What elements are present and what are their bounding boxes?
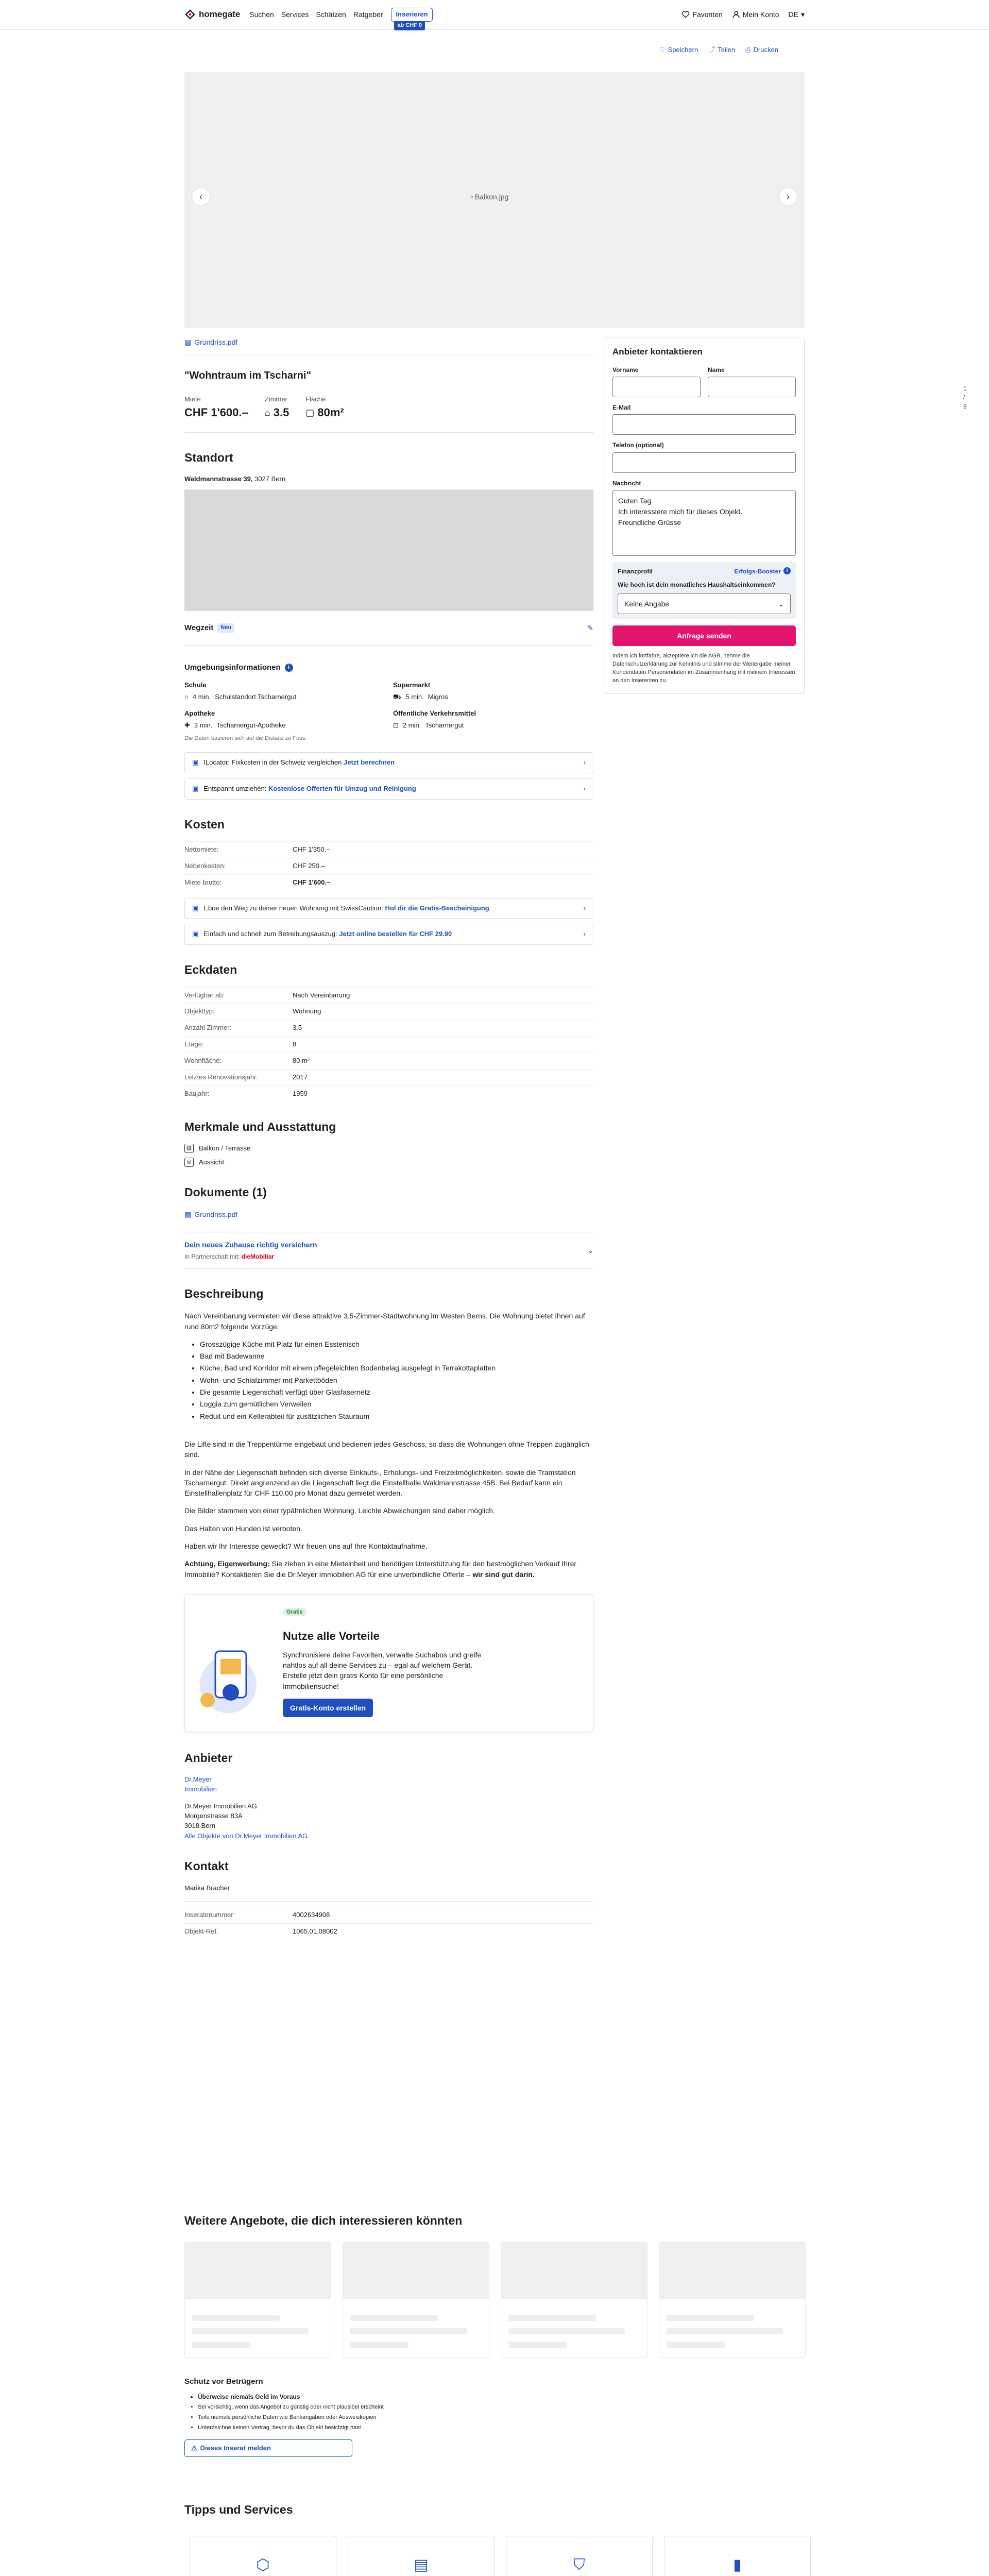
nav-item[interactable]: Ratgeber bbox=[353, 10, 383, 19]
gallery-image bbox=[470, 192, 508, 202]
table-row bbox=[184, 1036, 593, 1053]
place-name: Tscharnergut-Apotheke bbox=[216, 721, 286, 730]
edit-icon[interactable]: ✎ bbox=[587, 623, 593, 632]
row-key: Inseratenummer bbox=[184, 1911, 233, 1919]
insurance-teaser[interactable] bbox=[184, 1240, 593, 1261]
account-link[interactable] bbox=[732, 9, 779, 20]
text-placeholder bbox=[192, 2315, 280, 2321]
share-icon: ⤴ bbox=[708, 46, 715, 54]
gallery-counter: 1 / 9 bbox=[963, 385, 967, 410]
promo-illustration bbox=[192, 1631, 275, 1718]
insert-price-badge: ab CHF 0 bbox=[394, 21, 425, 30]
fraud-tip: • Sei vorsichtig, wenn das Angebot zu günstig oder nicht plausibel erscheint bbox=[198, 2403, 493, 2412]
table-row bbox=[184, 874, 593, 891]
main-content bbox=[184, 335, 593, 1940]
language-select[interactable] bbox=[789, 9, 805, 20]
insert-button[interactable] bbox=[391, 8, 432, 29]
listing-card-placeholder[interactable] bbox=[659, 2242, 806, 2358]
school-icon: ⌂ bbox=[184, 692, 189, 701]
description-bullets bbox=[200, 1339, 593, 1421]
listing-card-placeholder[interactable] bbox=[343, 2242, 489, 2358]
list-item: • Grosszügige Küche mit Platz für einen Esstenisch bbox=[200, 1339, 593, 1349]
tile-text: Einfach und schnell zum Betreibungsauszug: bbox=[203, 930, 337, 938]
first-name-input[interactable] bbox=[612, 377, 701, 397]
surrounding-category: Supermarkt bbox=[393, 681, 431, 689]
tile-text: Ebne den Weg zu deiner neuen Wohnung mit SwissCaution: bbox=[203, 904, 383, 912]
chevron-right-icon: › bbox=[583, 930, 586, 938]
card-image-placeholder bbox=[343, 2243, 489, 2299]
table-row bbox=[184, 1020, 593, 1036]
surroundings-note: Die Daten basieren sich auf die Distanz zu Fuss. bbox=[184, 735, 307, 742]
card-image-placeholder bbox=[185, 2243, 331, 2299]
phone-label: Telefon (optional) bbox=[612, 442, 664, 449]
text-placeholder bbox=[192, 2342, 250, 2348]
walk-time: 4 min. bbox=[192, 692, 211, 701]
info-icon[interactable]: i bbox=[783, 567, 791, 574]
gallery-next-button[interactable] bbox=[779, 188, 797, 206]
tip-card[interactable] bbox=[664, 2536, 811, 2576]
list-item: • Loggia zum gemütlichen Verweilen bbox=[200, 1399, 593, 1409]
document-icon: ▤ bbox=[414, 2556, 429, 2573]
address-city: 3027 Bern bbox=[254, 475, 286, 483]
heart-icon: ♡ bbox=[659, 46, 666, 54]
feature-item bbox=[184, 1158, 593, 1167]
contact-heading: Kontakt bbox=[184, 1859, 229, 1873]
income-select-value: Keine Angabe bbox=[624, 599, 670, 608]
chevron-right-icon: › bbox=[787, 191, 790, 202]
row-key: Objekt-Ref. bbox=[184, 1927, 218, 1936]
tip-card[interactable] bbox=[506, 2536, 653, 2576]
bus-icon: ⊡ bbox=[393, 721, 399, 730]
text-placeholder bbox=[350, 2315, 438, 2321]
row-key: Anzahl Zimmer: bbox=[184, 1024, 232, 1032]
walk-time: 2 min. bbox=[402, 721, 421, 730]
service-tile[interactable] bbox=[184, 924, 593, 945]
table-row bbox=[184, 1086, 593, 1102]
cart-icon: ⛟ bbox=[393, 692, 402, 701]
list-item: • Wohn- und Schlafzimmer mit Parkettböden bbox=[200, 1375, 593, 1385]
share-label: Teilen bbox=[718, 46, 736, 54]
text-placeholder bbox=[508, 2315, 596, 2321]
description-ad bbox=[184, 1558, 593, 1580]
homegate-logo-icon bbox=[184, 9, 196, 20]
surroundings-grid bbox=[184, 681, 593, 731]
place-name: Migros bbox=[428, 692, 448, 701]
text-placeholder bbox=[667, 2315, 754, 2321]
row-value: 2017 bbox=[293, 1073, 308, 1081]
success-booster-link[interactable]: Erfolgs-Booster bbox=[734, 568, 781, 575]
chevron-down-icon: ⌄ bbox=[587, 1246, 593, 1255]
area-icon: ▢ bbox=[305, 408, 315, 418]
rent-value: CHF 1'600.– bbox=[184, 406, 248, 419]
row-value: 80 m² bbox=[293, 1057, 310, 1064]
floorplan-label: Grundriss.pdf bbox=[194, 338, 238, 346]
card-image-placeholder bbox=[501, 2243, 647, 2299]
ad-label: Achtung, Eigenwerbung: bbox=[184, 1560, 270, 1568]
last-name-input[interactable] bbox=[708, 377, 796, 397]
description-p2: In der Nähe der Liegenschaft befinden sich diverse Einkaufs-, Erholungs- und Freizeitmöglichkeiten, sowie die Tramstation Tscharnergut. Direkt angrenzend an die Liegenschaft liegt die Einstellhalle Waldmannstrasse 45B. Bei Bedarf kann ein Einstellhallenplatz für CHF 110.00 pro Monat dazu gemietet werden. bbox=[184, 1468, 576, 1498]
map-icon: ▮ bbox=[733, 2556, 742, 2573]
account-label: Mein Konto bbox=[742, 10, 779, 19]
features-heading: Merkmale und Ausstattung bbox=[184, 1120, 336, 1133]
surrounding-item bbox=[184, 681, 393, 702]
heart-icon bbox=[681, 10, 690, 19]
box-icon: ⬡ bbox=[256, 2556, 270, 2573]
tile-link: Kostenlose Offerten für Umzug und Reinigung bbox=[268, 784, 416, 792]
income-select[interactable] bbox=[618, 594, 791, 614]
chevron-right-icon: › bbox=[583, 904, 586, 912]
row-value: Nach Vereinbarung bbox=[293, 991, 350, 999]
feature-label: Aussicht bbox=[199, 1158, 225, 1166]
description-p5: Haben wir Ihr Interesse geweckt? Wir freuen uns auf Ihre Kontaktaufnahme. bbox=[184, 1541, 428, 1550]
place-name: Tscharnergut bbox=[425, 721, 464, 730]
address-street: Waldmannstrasse 39, bbox=[184, 475, 253, 483]
provider-address-line: Morgenstrasse 83A bbox=[184, 1811, 243, 1820]
tip-card[interactable] bbox=[348, 2536, 494, 2576]
table-row bbox=[184, 841, 593, 858]
phone-input[interactable] bbox=[612, 452, 796, 473]
image-alt-text: Balkon.jpg bbox=[474, 193, 509, 201]
provider-logo[interactable]: Dr.Meyer Immobilien bbox=[184, 1775, 217, 1793]
row-value: 8 bbox=[293, 1040, 297, 1048]
tip-card[interactable] bbox=[190, 2536, 336, 2576]
row-key: Nettomiete: bbox=[184, 845, 219, 854]
key-facts bbox=[184, 395, 593, 421]
row-value: 3.5 bbox=[293, 1024, 302, 1032]
row-key: Verfügbar ab: bbox=[184, 991, 225, 999]
features-list bbox=[184, 1144, 593, 1167]
insert-label: Inserieren bbox=[391, 8, 432, 22]
message-line: Ich interessiere mich für dieses Objekt. bbox=[618, 507, 743, 516]
place-name: Schulstandort Tscharnergut bbox=[215, 692, 297, 701]
row-key: Letztes Renovationsjahr: bbox=[184, 1073, 259, 1081]
document-link[interactable] bbox=[184, 1209, 593, 1219]
promo-card bbox=[184, 1594, 593, 1732]
chevron-right-icon: › bbox=[583, 784, 586, 792]
fraud-heading: Schutz vor Betrügern bbox=[184, 2377, 263, 2386]
provider-address-line: 3018 Bern bbox=[184, 1821, 215, 1829]
message-textarea[interactable] bbox=[612, 490, 796, 556]
income-question: Wie hoch ist dein monatliches Haushaltseinkommen? bbox=[618, 581, 776, 588]
details-heading: Eckdaten bbox=[184, 963, 237, 977]
pharmacy-icon: ✚ bbox=[184, 721, 190, 730]
user-icon bbox=[732, 10, 740, 19]
row-key: Miete brutto: bbox=[184, 878, 222, 886]
fraud-lead: • Überweise niemals Geld im Voraus bbox=[198, 2393, 493, 2401]
surrounding-category: Apotheke bbox=[184, 709, 215, 718]
fraud-tips bbox=[198, 2393, 493, 2432]
contact-name: Marika Bracher bbox=[184, 1884, 230, 1892]
area-label: Fläche bbox=[305, 395, 326, 403]
description-p4: Das Halten von Hunden ist verboten. bbox=[184, 1524, 302, 1533]
favorites-label: Favoriten bbox=[692, 10, 723, 19]
listing-title: "Wohntraum im Tscharni" bbox=[184, 370, 312, 382]
view-icon: ◎ bbox=[184, 1158, 194, 1167]
feature-label: Balkon / Terrasse bbox=[199, 1144, 251, 1152]
text-placeholder bbox=[508, 2342, 567, 2348]
more-offers-heading: Weitere Angebote, die dich interessieren könnten bbox=[184, 2214, 463, 2227]
nav-item[interactable]: Schätzen bbox=[316, 10, 346, 19]
walk-time: 3 min. bbox=[194, 721, 213, 730]
text-placeholder bbox=[667, 2342, 725, 2348]
row-value: 1959 bbox=[293, 1089, 308, 1097]
tile-link: Jetzt online bestellen für CHF 29.90 bbox=[339, 930, 452, 938]
language-label: DE bbox=[788, 10, 798, 19]
new-badge: Neu bbox=[217, 623, 234, 633]
listing-card-placeholder[interactable] bbox=[184, 2242, 331, 2358]
chevron-down-icon: ⌄ bbox=[778, 599, 784, 608]
description-p3: Die Bilder stammen von einer typähnlichen Wohnung. Leichte Abweichungen sind daher möglich. bbox=[184, 1506, 495, 1515]
row-value: 1065.01.08002 bbox=[293, 1927, 337, 1936]
last-name-label: Name bbox=[708, 366, 725, 374]
list-item: • Bad mit Badewanne bbox=[200, 1351, 593, 1361]
contact-table bbox=[184, 1907, 593, 1940]
document-icon: ▣ bbox=[192, 904, 199, 912]
table-row bbox=[184, 858, 593, 874]
ad-text: Sie ziehen in eine Mieteinheit und benötigen Unterstützung für den bestmöglichen Verkauf Ihrer Immobilie? Kontaktieren Sie die Dr.Meyer Immobilien AG für eine unverbindliche Offerte – bbox=[184, 1560, 577, 1579]
finance-profile-label: Finanzprofil bbox=[618, 568, 653, 575]
route-time-label: Wegzeit bbox=[184, 623, 214, 633]
table-row bbox=[184, 987, 593, 1004]
fraud-tip: • Teile niemals persönliche Daten wie Bankangaben oder Ausweiskopien bbox=[198, 2414, 493, 2422]
text-placeholder bbox=[350, 2342, 408, 2348]
tile-link: Jetzt berechnen bbox=[344, 758, 395, 767]
fraud-protection bbox=[184, 2376, 493, 2457]
provider-all-listings-link[interactable]: Alle Objekte von Dr.Meyer Immobilien AG bbox=[184, 1832, 308, 1840]
location-heading: Standort bbox=[184, 451, 233, 465]
favorites-link[interactable] bbox=[681, 9, 722, 20]
rent-label: Miete bbox=[184, 395, 201, 403]
text-placeholder bbox=[667, 2328, 783, 2334]
route-time-row[interactable] bbox=[184, 622, 593, 634]
info-icon[interactable]: i bbox=[285, 664, 293, 672]
house-icon: ⌂ bbox=[264, 408, 270, 418]
service-tile[interactable] bbox=[184, 898, 593, 919]
document-file: Grundriss.pdf bbox=[194, 1210, 238, 1218]
floorplan-link[interactable] bbox=[184, 337, 593, 347]
table-row bbox=[184, 1907, 593, 1923]
table-row bbox=[184, 1069, 593, 1086]
surrounding-item bbox=[184, 709, 393, 731]
costs-table bbox=[184, 841, 593, 891]
row-value: CHF 250.– bbox=[293, 861, 325, 870]
row-value: Wohnung bbox=[293, 1007, 321, 1015]
card-image-placeholder bbox=[659, 2243, 805, 2299]
service-tile[interactable] bbox=[184, 778, 593, 800]
contact-form-title: Anbieter kontaktieren bbox=[612, 347, 703, 357]
surrounding-item bbox=[393, 709, 593, 731]
gallery-prev-button[interactable] bbox=[192, 188, 210, 206]
create-account-button[interactable]: Gratis-Konto erstellen bbox=[283, 1699, 373, 1717]
surrounding-category: Öffentliche Verkehrsmittel bbox=[393, 709, 476, 718]
mobiliar-logo: dieMobiliar bbox=[241, 1252, 275, 1260]
promo-title: Nutze alle Vorteile bbox=[283, 1629, 380, 1642]
share-button[interactable] bbox=[708, 45, 735, 55]
email-input[interactable] bbox=[612, 414, 796, 435]
message-line: Guten Tag bbox=[618, 497, 652, 505]
message-line: Freundliche Grüsse bbox=[618, 518, 681, 527]
fraud-tip: • Unterzeichne keinen Vertrag, bevor du das Objekt besichtigt hast bbox=[198, 2424, 493, 2432]
surrounding-category: Schule bbox=[184, 681, 207, 689]
ad-end: wir sind gut darin. bbox=[472, 1570, 535, 1579]
more-offers-list bbox=[184, 2242, 806, 2358]
documents-heading: Dokumente (1) bbox=[184, 1185, 267, 1199]
surrounding-item bbox=[393, 681, 593, 702]
free-badge: Gratis bbox=[283, 1608, 306, 1616]
print-button[interactable] bbox=[745, 45, 778, 55]
table-row bbox=[184, 1923, 593, 1940]
tile-text: Entspannt umziehen: bbox=[203, 784, 267, 792]
service-icon: ▣ bbox=[192, 758, 199, 767]
location-map[interactable] bbox=[184, 489, 593, 611]
chevron-left-icon: ‹ bbox=[199, 191, 202, 202]
list-item: • Küche, Bad und Korridor mit einem pflegeleichten Bodenbelag ausgelegt in Terrakottaplatten bbox=[200, 1363, 593, 1373]
service-icon: ▣ bbox=[192, 784, 199, 792]
nav-item[interactable]: Services bbox=[281, 10, 309, 19]
text-placeholder bbox=[350, 2328, 467, 2334]
chevron-right-icon: › bbox=[583, 758, 586, 767]
area-value: 80m² bbox=[317, 406, 344, 419]
provider-heading: Anbieter bbox=[184, 1751, 233, 1765]
walk-time: 5 min. bbox=[405, 692, 424, 701]
brand-logo[interactable] bbox=[184, 8, 240, 21]
first-name-label: Vorname bbox=[612, 366, 639, 374]
finance-profile bbox=[612, 562, 796, 619]
listing-card-placeholder[interactable] bbox=[501, 2242, 647, 2358]
tips-heading: Tipps und Services bbox=[184, 2503, 293, 2516]
save-button[interactable] bbox=[659, 45, 698, 55]
legal-notice: Indem ich fortfahre, akzeptiere ich die AGB, nehme die Datenschutzerklärung zur Kenntnis und stimme der Weitergabe meiner Kundendaten Personendaten im Zusammenhang mit meinem Interessen an den Inserenten zu. bbox=[612, 652, 795, 684]
list-item: • Reduit und ein Kellerabteil für zusätzlichen Stauraum bbox=[200, 1411, 593, 1421]
balcony-icon: ▥ bbox=[184, 1144, 194, 1153]
report-listing-button[interactable] bbox=[184, 2439, 352, 2457]
broken-image-icon: ▫ bbox=[470, 193, 473, 201]
brand-name: homegate bbox=[199, 9, 241, 20]
warning-icon: ⚠ bbox=[191, 2444, 197, 2452]
print-icon: ⎙ bbox=[745, 46, 751, 54]
insurance-title: Dein neues Zuhause richtig versichern bbox=[184, 1241, 317, 1249]
row-value: CHF 1'350.– bbox=[293, 845, 330, 854]
row-key: Nebenkosten: bbox=[184, 861, 226, 870]
provider-address bbox=[184, 1802, 593, 1831]
print-label: Drucken bbox=[753, 46, 779, 54]
provider-address-line: Dr.Meyer Immobilien AG bbox=[184, 1802, 257, 1810]
description-heading: Beschreibung bbox=[184, 1286, 264, 1300]
costs-tiles bbox=[184, 898, 593, 945]
details-table bbox=[184, 987, 593, 1102]
costs-heading: Kosten bbox=[184, 817, 225, 831]
surroundings-tiles bbox=[184, 752, 593, 800]
description-p1: Die Lifte sind in die Treppentürme eingebaut und bedienen jedes Geschoss, so dass die Wohnungen ohne Treppen zugänglich sind. bbox=[184, 1439, 589, 1459]
list-item: • Die gesamte Liegenschaft verfügt über Glasfasernetz bbox=[200, 1387, 593, 1397]
promo-text: Synchronisiere deine Favoriten, verwalte Suchabos und greife nahtlos auf all deine Services zu – egal auf welchem Gerät. Erstelle jetzt dein gratis Konto für eine persönliche Immobiliensuche! bbox=[283, 1650, 482, 1690]
contact-form bbox=[604, 337, 805, 694]
main-nav bbox=[249, 9, 383, 20]
rooms-label: Zimmer bbox=[264, 395, 287, 403]
chevron-down-icon: ▾ bbox=[800, 10, 805, 19]
description-intro: Nach Vereinbarung vermieten wir diese attraktive 3.5-Zimmer-Stadtwohnung im Westen Berns. Die Wohnung bietet Ihnen auf rund 80m2 folgende Vorzüge: bbox=[184, 1312, 585, 1331]
text-placeholder bbox=[192, 2328, 309, 2334]
feature-item bbox=[184, 1144, 593, 1154]
row-key: Wohnfläche: bbox=[184, 1057, 222, 1064]
text-placeholder bbox=[508, 2328, 625, 2334]
document-icon: ▣ bbox=[192, 930, 199, 938]
rooms-value: 3.5 bbox=[273, 406, 289, 419]
row-key: Baujahr: bbox=[184, 1089, 210, 1097]
message-label: Nachricht bbox=[612, 479, 641, 487]
surroundings-heading: Umgebungsinformationen bbox=[184, 663, 281, 672]
shield-icon: ⛉ bbox=[573, 2556, 585, 2573]
nav-item[interactable]: Suchen bbox=[249, 10, 274, 19]
row-value: CHF 1'600.– bbox=[293, 878, 331, 886]
document-icon: ▤ bbox=[184, 1210, 192, 1218]
send-request-button[interactable]: Anfrage senden bbox=[612, 625, 796, 646]
site-header bbox=[0, 0, 989, 30]
document-icon: ▤ bbox=[184, 338, 192, 346]
row-key: Objekttyp: bbox=[184, 1007, 215, 1015]
save-label: Speichern bbox=[668, 46, 698, 54]
table-row bbox=[184, 1053, 593, 1069]
table-row bbox=[184, 1003, 593, 1020]
tile-link: Hol dir die Gratis-Bescheinigung bbox=[385, 904, 489, 912]
row-value: 4002634908 bbox=[293, 1911, 330, 1919]
email-label: E-Mail bbox=[612, 404, 631, 412]
service-tile[interactable] bbox=[184, 752, 593, 773]
share-actions bbox=[659, 45, 778, 55]
row-key: Etage: bbox=[184, 1040, 204, 1048]
tile-text: ILocator: Fixkosten in der Schweiz vergleichen bbox=[203, 758, 342, 767]
report-listing-label: Dieses Inserat melden bbox=[200, 2444, 271, 2452]
insurance-partner-label: In Partnerschaft mit: bbox=[184, 1252, 240, 1260]
tips-list bbox=[190, 2536, 811, 2576]
